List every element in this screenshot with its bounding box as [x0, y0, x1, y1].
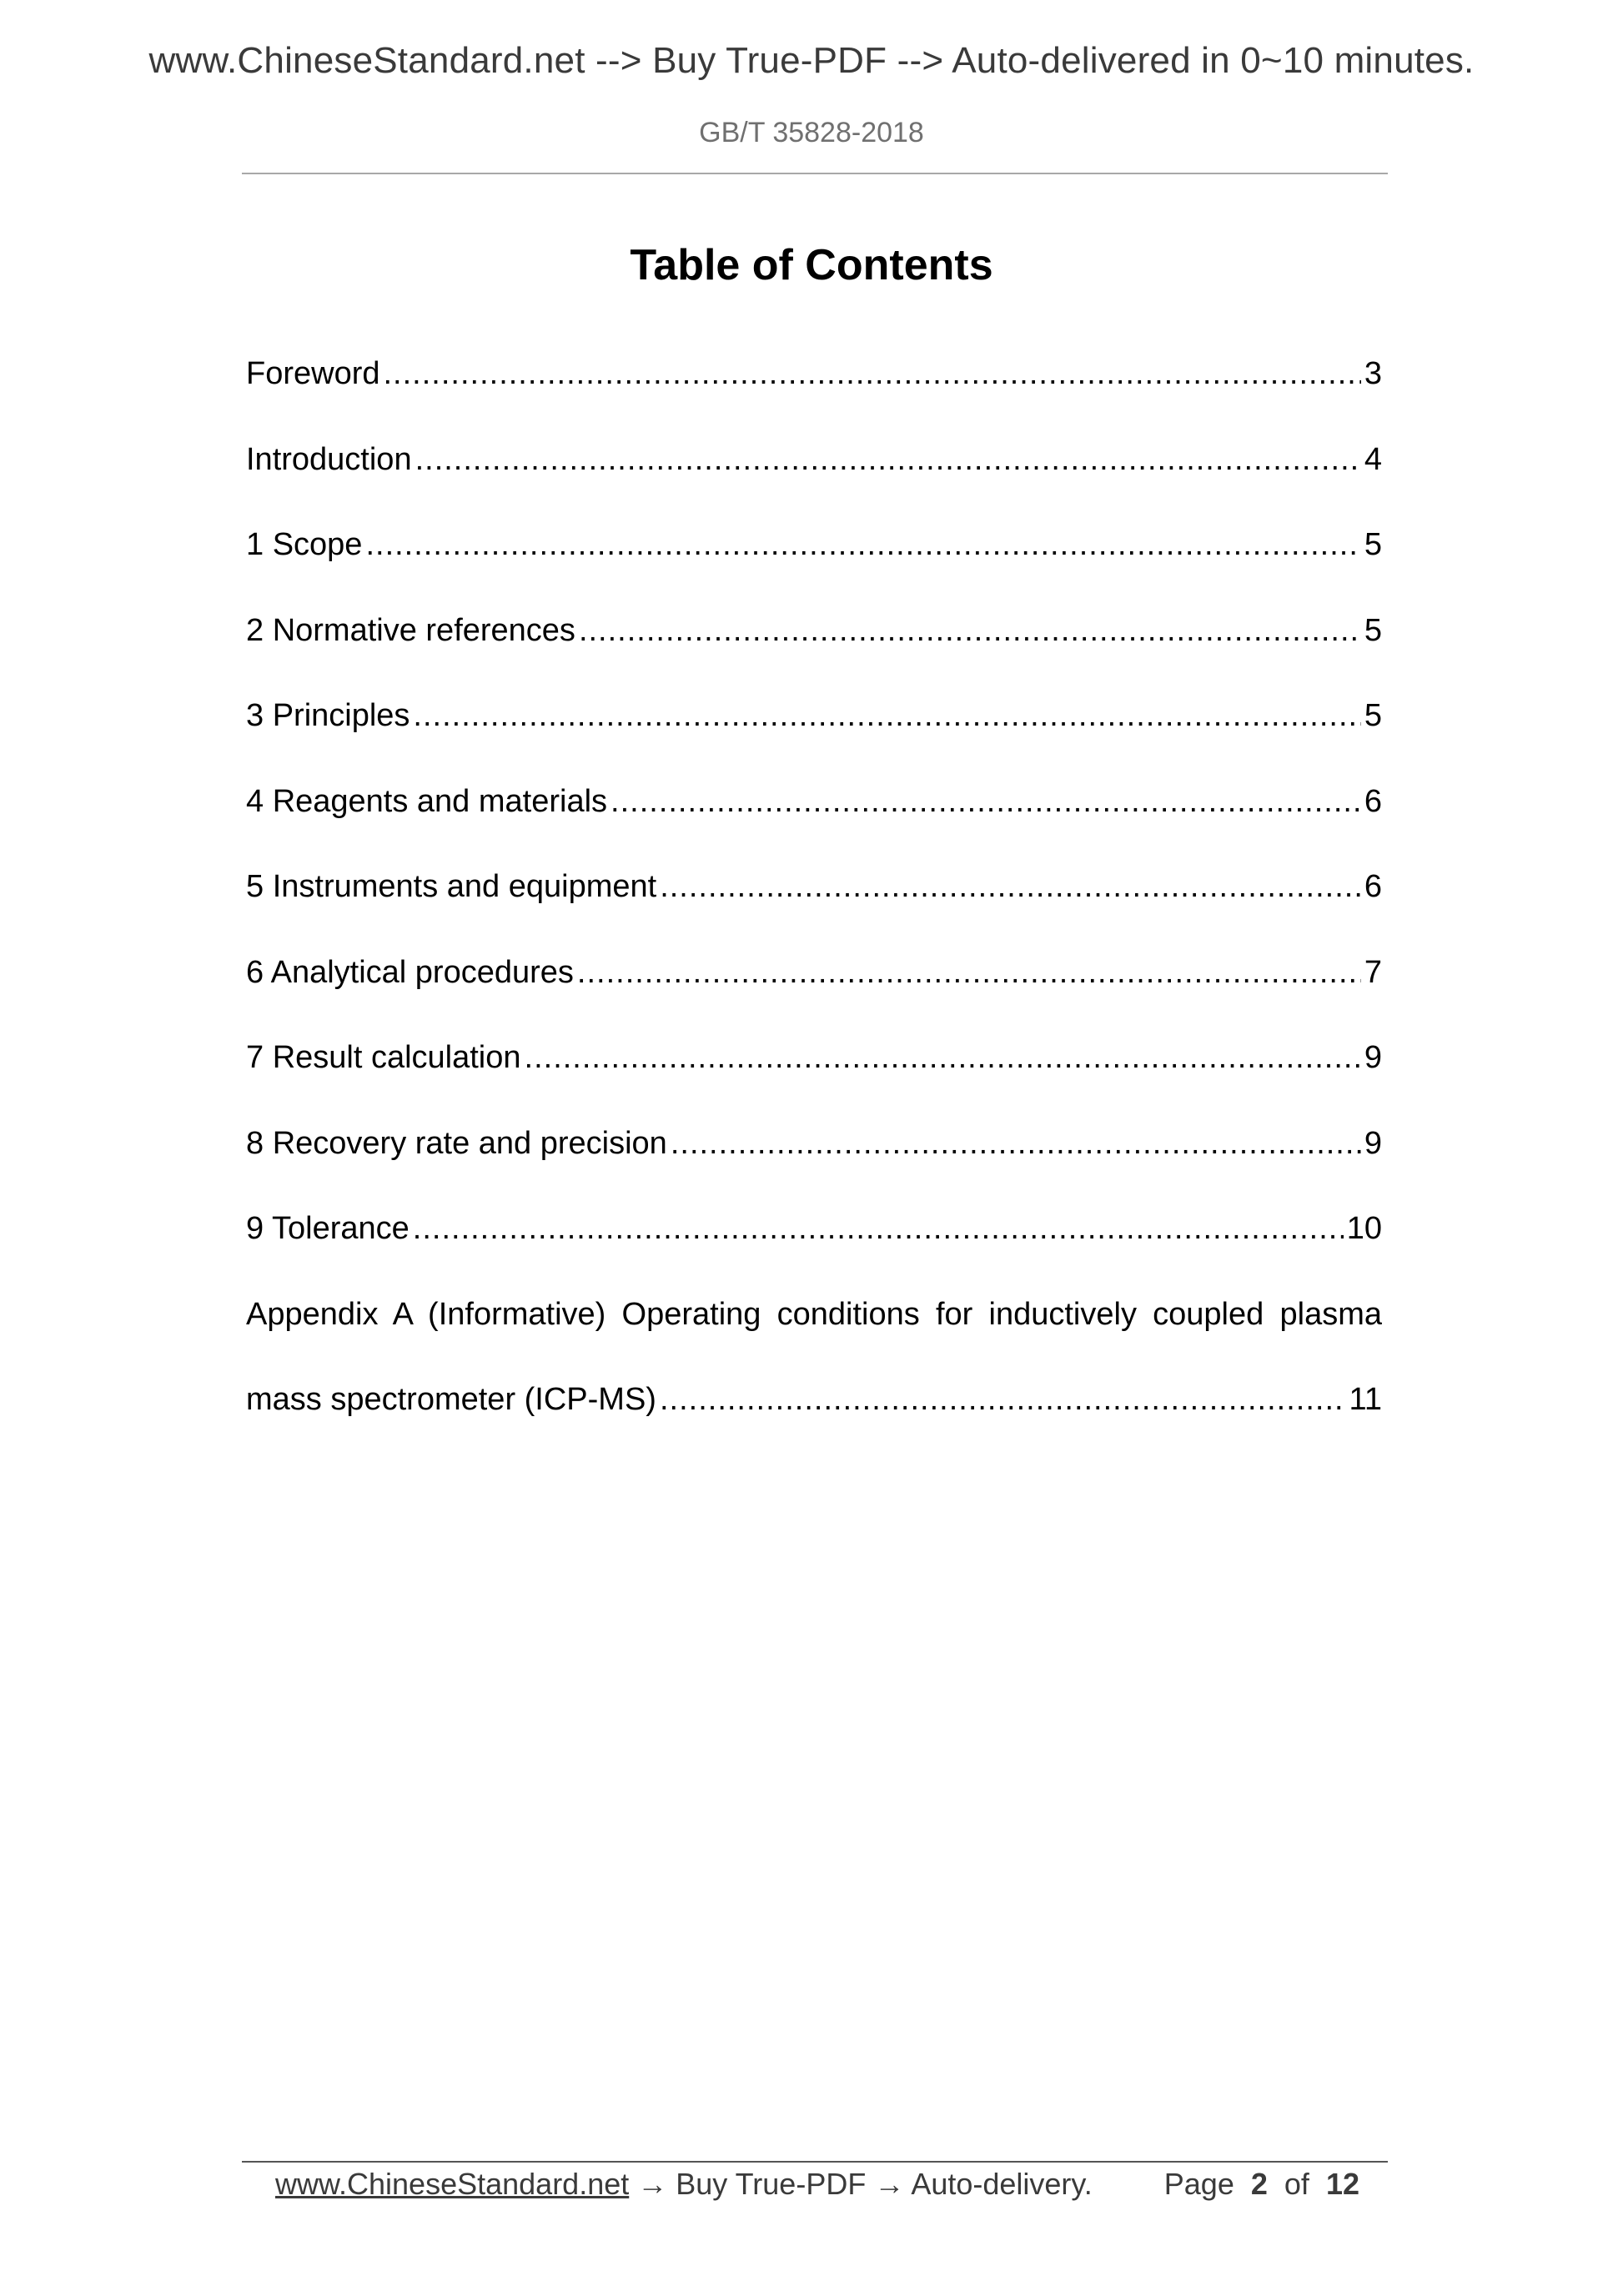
- toc-entry-instruments-and-equipment[interactable]: [246, 863, 1382, 949]
- toc-entry-label: Foreword: [246, 356, 380, 391]
- toc-entry-label: 6 Analytical procedures: [246, 954, 574, 990]
- toc-entry-page: 6: [1364, 869, 1382, 904]
- toc-leader-dots: [415, 436, 1361, 483]
- header-divider: [242, 173, 1388, 174]
- standard-code: GB/T 35828-2018: [699, 117, 924, 148]
- toc-entry-recovery-rate-and-precision[interactable]: [246, 1120, 1382, 1206]
- toc-entry-label: mass spectrometer (ICP-MS): [246, 1382, 656, 1417]
- footer-tagline: → Buy True-PDF → Auto-delivery.: [629, 2167, 1093, 2201]
- toc-entry-page: 11: [1349, 1382, 1382, 1417]
- toc-entry-foreword[interactable]: [246, 350, 1382, 436]
- toc-entry-analytical-procedures[interactable]: [246, 949, 1382, 1035]
- page-word: Page: [1163, 2167, 1234, 2201]
- toc-leader-dots: [579, 607, 1361, 654]
- footer-site-link[interactable]: www.ChineseStandard.net: [275, 2167, 630, 2201]
- toc-entry-page: 9: [1364, 1040, 1382, 1075]
- toc-entry-tolerance[interactable]: [246, 1205, 1382, 1291]
- toc-entry-introduction[interactable]: [246, 436, 1382, 522]
- toc-entry-page: 6: [1364, 783, 1382, 819]
- toc-entry-page: 4: [1364, 441, 1382, 477]
- toc-entry-page: 3: [1364, 356, 1382, 391]
- toc-entry-page: 7: [1364, 954, 1382, 990]
- toc-entry-label: 3 Principles: [246, 698, 410, 733]
- toc-entry-label: Appendix A (Informative) Operating conditions for inductively coupled plasma: [246, 1296, 1382, 1332]
- toc-entry-label: 4 Reagents and materials: [246, 783, 608, 819]
- toc-leader-dots: [671, 1120, 1361, 1167]
- toc-entry-appendix-a-line-2[interactable]: [246, 1376, 1382, 1462]
- current-page-number: 2: [1250, 2167, 1268, 2201]
- toc-entry-label: 2 Normative references: [246, 612, 575, 648]
- toc-leader-dots: [660, 863, 1361, 910]
- toc-entry-principles[interactable]: [246, 692, 1382, 778]
- toc-entry-label: 7 Result calculation: [246, 1040, 521, 1075]
- toc-entry-label: 8 Recovery rate and precision: [246, 1125, 667, 1161]
- toc-leader-dots: [365, 521, 1360, 568]
- toc-entry-label: 1 Scope: [246, 527, 363, 562]
- toc-leader-dots: [611, 778, 1361, 825]
- toc-entry-page: 10: [1346, 1211, 1382, 1246]
- toc-entry-result-calculation[interactable]: [246, 1034, 1382, 1120]
- total-page-count: 12: [1325, 2167, 1359, 2201]
- toc-leader-dots: [577, 949, 1361, 996]
- page-footer: [275, 2163, 1359, 2205]
- toc-leader-dots: [660, 1376, 1346, 1423]
- footer-divider: [242, 2161, 1388, 2163]
- toc-entry-page: 5: [1364, 612, 1382, 648]
- toc-entry-normative-references[interactable]: [246, 607, 1382, 693]
- toc-leader-dots: [384, 350, 1361, 397]
- toc-leader-dots: [413, 692, 1360, 739]
- toc-leader-dots: [525, 1034, 1361, 1081]
- toc-entry-appendix-a-line-1[interactable]: [246, 1291, 1382, 1377]
- of-word: of: [1284, 2167, 1309, 2201]
- toc-entry-page: 5: [1364, 527, 1382, 562]
- toc-entry-label: 5 Instruments and equipment: [246, 869, 657, 904]
- toc-entry-label: Introduction: [246, 441, 412, 477]
- toc-leader-dots: [413, 1205, 1344, 1252]
- table-of-contents: [246, 350, 1382, 1462]
- toc-entry-scope[interactable]: [246, 521, 1382, 607]
- toc-entry-page: 9: [1364, 1125, 1382, 1161]
- toc-entry-page: 5: [1364, 698, 1382, 733]
- toc-entry-reagents-and-materials[interactable]: [246, 778, 1382, 864]
- page-title: Table of Contents: [630, 241, 993, 289]
- page-indicator: [1164, 2163, 1359, 2205]
- top-banner: www.ChineseStandard.net --> Buy True-PDF --> Auto-delivered in 0~10 minutes.: [148, 40, 1475, 81]
- toc-entry-label: 9 Tolerance: [246, 1211, 410, 1246]
